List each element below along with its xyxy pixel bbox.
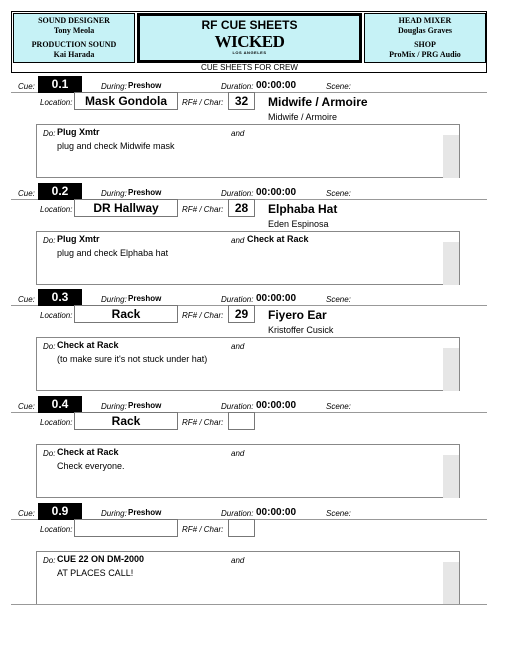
during-value: Preshow [128,508,162,517]
shop-name: ProMix / PRG Audio [389,50,461,59]
header-right-box [364,13,486,63]
location-label: Location: [40,525,73,534]
cue-note: AT PLACES CALL! [57,568,134,578]
duration-label: Duration: [221,402,254,411]
location-label: Location: [40,418,73,427]
during-label: During: [101,189,127,198]
rf-char-label: RF# / Char: [182,98,224,107]
actor-name: Kristoffer Cusick [268,325,334,335]
panel-side-strip [443,242,459,285]
and-label: and [231,236,245,245]
cue-label: Cue: [18,82,35,91]
wicked-logo [140,33,359,55]
actor-name: Midwife / Armoire [268,112,338,122]
during-value: Preshow [128,81,162,90]
rf-number-field: 29 [228,305,255,323]
rf-char-label: RF# / Char: [182,418,224,427]
rf-char-label: RF# / Char: [182,525,224,534]
do-value: Plug Xmtr [57,127,100,137]
cue-label: Cue: [18,189,35,198]
duration-label: Duration: [221,82,254,91]
header-left-box [13,13,135,63]
head-mixer-label: HEAD MIXER [398,16,452,25]
rf-number-field [228,519,255,537]
during-label: During: [101,295,127,304]
scene-label: Scene: [326,295,351,304]
rf-char-label: RF# / Char: [182,205,224,214]
panel-side-strip [443,455,459,498]
do-label: Do: [43,449,56,458]
duration-label: Duration: [221,509,254,518]
cue-number: 0.1 [38,76,82,93]
cue-note: plug and check Midwife mask [57,141,175,151]
panel-side-strip [443,348,459,391]
sheet-title: RF CUE SHEETS [201,18,298,32]
character-name: Midwife / Armoire [268,95,368,109]
do-label: Do: [43,236,56,245]
scene-label: Scene: [326,189,351,198]
duration-label: Duration: [221,189,254,198]
during-label: During: [101,82,127,91]
cue-label: Cue: [18,402,35,411]
location-field: DR Hallway [74,199,178,217]
header-subtitle: CUE SHEETS FOR CREW [201,63,298,72]
scene-label: Scene: [326,509,351,518]
sound-designer-name: Tony Meola [53,26,95,35]
and-label: and [231,129,245,138]
shop-label: SHOP [414,40,436,49]
cue-action-panel [36,551,460,605]
during-value: Preshow [128,401,162,410]
cue-action-panel [36,124,460,178]
cue-note: Check everyone. [57,461,125,471]
scene-label: Scene: [326,82,351,91]
cue-action-panel [36,444,460,498]
sound-designer-label: SOUND DESIGNER [38,16,110,25]
cue-divider [11,604,487,605]
cue-action-panel [36,231,460,285]
do-value: CUE 22 ON DM-2000 [57,554,145,564]
duration-value: 00:00:00 [256,507,297,518]
rf-number-field: 32 [228,92,255,110]
rf-number-field: 28 [228,199,255,217]
do-value: Check at Rack [57,447,119,457]
cue-label: Cue: [18,509,35,518]
head-mixer-name: Douglas Graves [398,26,452,35]
during-label: During: [101,509,127,518]
cue-note: (to make sure it's not stuck under hat) [57,354,208,364]
do-label: Do: [43,556,56,565]
cue-label: Cue: [18,295,35,304]
wicked-logo-text: WICKED [214,32,285,51]
character-name: Elphaba Hat [268,202,338,216]
do-value: Plug Xmtr [57,234,100,244]
do-label: Do: [43,129,56,138]
location-field [74,519,178,537]
and-value: Check at Rack [247,234,309,244]
cue-number: 0.3 [38,289,82,306]
duration-value: 00:00:00 [256,187,297,198]
scene-label: Scene: [326,402,351,411]
during-label: During: [101,402,127,411]
location-field: Rack [74,305,178,323]
duration-value: 00:00:00 [256,80,297,91]
location-label: Location: [40,98,73,107]
duration-value: 00:00:00 [256,400,297,411]
duration-label: Duration: [221,295,254,304]
do-value: Check at Rack [57,340,119,350]
header-center-box [137,13,362,63]
wicked-logo-subtext: LOS ANGELES [232,50,267,55]
location-field: Mask Gondola [74,92,178,110]
during-value: Preshow [128,188,162,197]
and-label: and [231,449,245,458]
character-name: Fiyero Ear [268,308,327,322]
panel-side-strip [443,562,459,605]
production-sound-name: Kai Harada [53,50,95,59]
and-label: and [231,342,245,351]
duration-value: 00:00:00 [256,293,297,304]
rf-char-label: RF# / Char: [182,311,224,320]
actor-name: Eden Espinosa [268,219,329,229]
cue-action-panel [36,337,460,391]
cue-note: plug and check Elphaba hat [57,248,169,258]
location-field: Rack [74,412,178,430]
and-label: and [231,556,245,565]
production-sound-label: PRODUCTION SOUND [31,40,117,49]
cue-number: 0.9 [38,503,82,520]
during-value: Preshow [128,294,162,303]
do-label: Do: [43,342,56,351]
panel-side-strip [443,135,459,178]
cue-number: 0.4 [38,396,82,413]
cue-number: 0.2 [38,183,82,200]
location-label: Location: [40,205,73,214]
location-label: Location: [40,311,73,320]
rf-number-field [228,412,255,430]
